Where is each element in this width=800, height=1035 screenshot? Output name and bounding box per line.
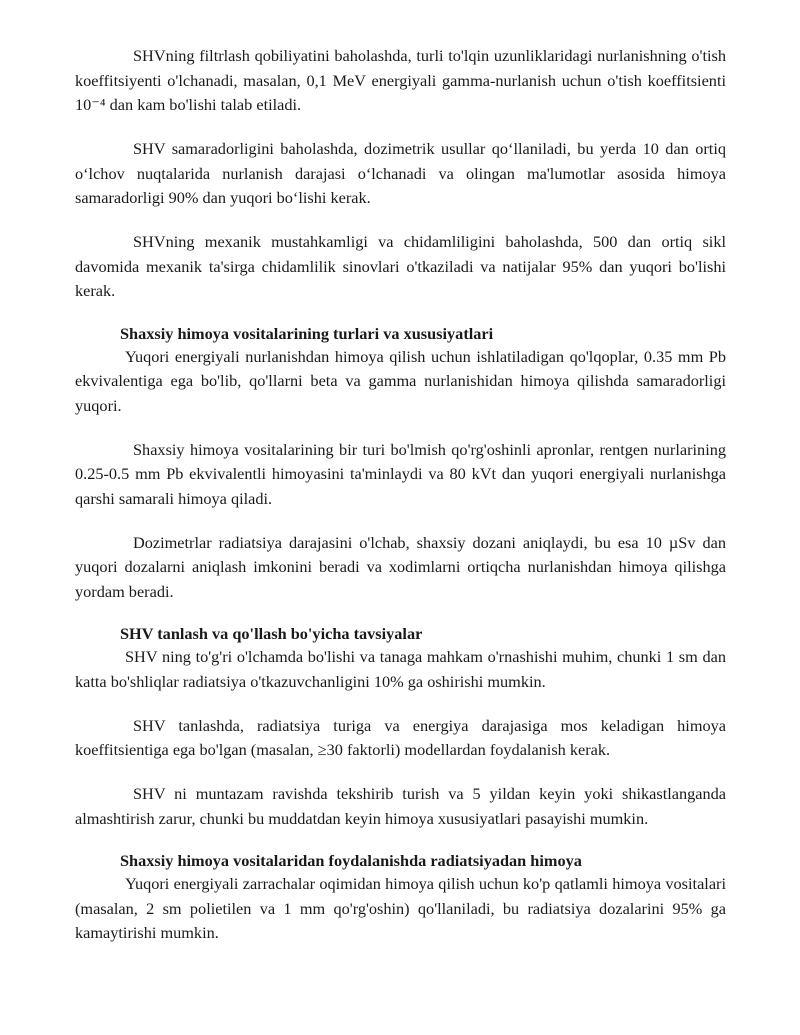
paragraph-fit: SHV ning to'g'ri o'lchamda bo'lishi va tanaga mahkam o'rnashishi muhim, chunki 1 sm dan katta bo'shliqlar radiatsiya o'tkazuvchanligini 10% ga oshirishi mumkin. — [75, 647, 726, 691]
paragraph-selection: SHV tanlashda, radiatsiya turiga va energiya darajasiga mos keladigan himoya koeffitsientiga ega bo'lgan (masalan, ≥30 faktorli) modellardan foydalanish kerak. — [75, 715, 726, 759]
paragraph-aprons: Shaxsiy himoya vositalarining bir turi bo'lmish qo'rg'oshinli apronlar, rentgen nurlarining 0.25-0.5 mm Pb ekvivalentli himoyasini ta'minlaydi va 80 kVt dan yuqori energiyali nurlanishga qarshi samarali himoya qiladi. — [75, 439, 726, 508]
document-page — [75, 44, 726, 946]
paragraph-inspection: SHV ni muntazam ravishda tekshirib turish va 5 yildan keyin yoki shikastlanganda almashtirish zarur, chunki bu muddatdan keyin himoya xususiyatlari pasayishi mumkin. — [75, 784, 726, 828]
paragraph-effectiveness: SHV samaradorligini baholashda, dozimetrik usullar qo‘llaniladi, bu yerda 10 dan ortiq o‘lchov nuqtalarida nurlanish darajasi o‘lchanadi va olingan ma'lumotlar asosida himoya samaradorligi 90% dan yuqori bo‘lishi kerak. — [75, 139, 726, 207]
section-heading-radiation-protection: Shaxsiy himoya vositalaridan foydalanishda radiatsiyadan himoya — [120, 851, 582, 870]
paragraph-dosimeters: Dozimetrlar radiatsiya darajasini o'lchab, shaxsiy dozani aniqlaydi, bu esa 10 µSv dan yuqori dozalarni aniqlash imkonini beradi va xodimlarni ortiqcha nurlanishdan himoya qilishga yordam beradi. — [75, 532, 726, 601]
section-radiation-protection — [75, 850, 726, 946]
paragraph-gloves: Yuqori energiyali nurlanishdan himoya qilish uchun ishlatiladigan qo'lqoplar, 0.35 mm Pb ekvivalentiga ega bo'lib, qo'llarni beta va gamma nurlanishidan himoya qilishda samaradorligi yuqori. — [75, 346, 726, 415]
section-heading-types: Shaxsiy himoya vositalarining turlari va xususiyatlari — [120, 323, 494, 343]
section-heading-recommendations: SHV tanlash va qo'llash bo'yicha tavsiyalar — [120, 624, 423, 643]
section-recommendations — [75, 623, 726, 831]
paragraph-filtration: SHVning filtrlash qobiliyatini baholashda, turli to'lqin uzunliklaridagi nurlanishning o'tish koeffitsiyenti o'lchanadi, masalan, 0,1 MeV energiyali gamma-nurlanish uchun o'tish koeffitsienti 10⁻⁴ dan kam bo'lishi talab etiladi. — [75, 46, 726, 114]
paragraph-multilayer: Yuqori energiyali zarrachalar oqimidan himoya qilish uchun ko'p qatlamli himoya vositalari (masalan, 2 sm polietilen va 1 mm qo'rg'oshin) qo'llaniladi, bu radiatsiya dozalarini 95% ga kamaytirishi mumkin. — [75, 874, 726, 942]
section-types — [75, 323, 726, 605]
paragraph-mechanical-strength: SHVning mexanik mustahkamligi va chidamliligini baholashda, 500 dan ortiq sikl davomida mexanik ta'sirga chidamlilik sinovlari o'tkaziladi va natijalar 95% dan yuqori bo'lishi kerak. — [75, 232, 726, 300]
